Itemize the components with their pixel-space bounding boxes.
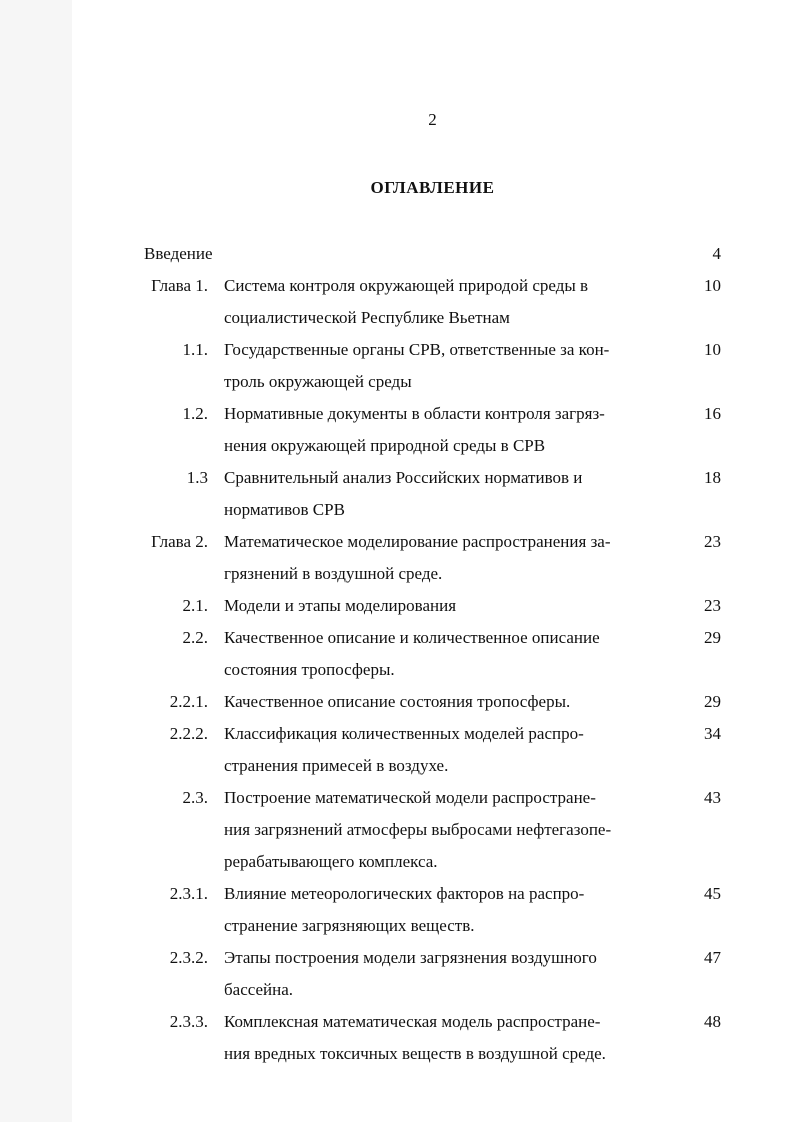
toc-entry-title-line: Нормативные документы в области контроля загряз-	[224, 404, 605, 423]
toc-entry-title	[224, 1006, 644, 1070]
toc-entry-number: 1.2.	[182, 404, 208, 423]
toc-entry-title	[224, 270, 644, 334]
toc-entry-title-line: нормативов СРВ	[224, 500, 345, 519]
toc-entry-number: 2.3.3.	[169, 1012, 208, 1031]
toc-entry-title-line: состояния тропосферы.	[224, 660, 395, 679]
toc-entry-page: 23	[704, 596, 721, 615]
toc-entry-title	[224, 718, 644, 782]
toc-entry-number: 2.2.2.	[169, 724, 208, 743]
toc-entry	[72, 782, 793, 878]
toc-entry-title-line: нения окружающей природной среды в СРВ	[224, 436, 546, 455]
toc-entry-title-line: Система контроля окружающей природой среды в	[224, 276, 589, 295]
toc-entry-title-line: рерабатывающего комплекса.	[224, 852, 438, 871]
toc-entry-title-line: странение загрязняющих веществ.	[224, 916, 475, 935]
toc-entries	[72, 270, 793, 1070]
toc-entry	[72, 686, 793, 718]
toc-entry-title	[224, 622, 644, 686]
page-number: 2	[428, 110, 437, 129]
toc-entry	[72, 878, 793, 942]
toc-entry-number: Глава 1.	[151, 276, 208, 295]
toc-entry-title	[224, 334, 644, 398]
toc-entry-title	[224, 590, 644, 622]
toc-entry	[72, 334, 793, 398]
toc-entry-title-line: Модели и этапы моделирования	[224, 596, 457, 615]
toc-entry-title	[224, 942, 644, 1006]
toc-entry-number: 1.3	[186, 468, 208, 487]
toc-entry-page: 18	[704, 468, 721, 487]
toc-entry-page: 16	[704, 404, 721, 423]
toc-entry-number: 2.2.	[182, 628, 208, 647]
toc-entry	[72, 398, 793, 462]
document-page	[72, 0, 793, 1122]
toc-entry-number: 2.3.2.	[169, 948, 208, 967]
toc-entry	[72, 270, 793, 334]
toc-entry-number: 2.3.	[182, 788, 208, 807]
toc-entry-title-line: Классификация количественных моделей распро-	[224, 724, 584, 743]
toc-entry	[72, 590, 793, 622]
toc-entry-page: 29	[704, 628, 721, 647]
toc-entry	[72, 462, 793, 526]
toc-entry-title	[224, 398, 644, 462]
toc-entry-title-line: ния вредных токсичных веществ в воздушной среде.	[224, 1044, 606, 1063]
toc-entry-title-line: Качественное описание и количественное описание	[224, 628, 600, 647]
toc-entry-title-line: социалистической Республике Вьетнам	[224, 308, 510, 327]
toc-entry	[72, 942, 793, 1006]
toc-entry-title-line: бассейна.	[224, 980, 294, 999]
toc-entry-page: 34	[704, 724, 721, 743]
toc-entry-page: 10	[704, 276, 721, 295]
toc-entry	[72, 1006, 793, 1070]
toc-entry-page: 10	[704, 340, 721, 359]
scan-margin	[0, 0, 72, 1122]
toc-entry-number: 1.1.	[182, 340, 208, 359]
toc-entry-title-line: Этапы построения модели загрязнения воздушного	[224, 948, 597, 967]
toc-entry-page: 47	[704, 948, 721, 967]
toc-entry-page: 29	[704, 692, 721, 711]
toc-entry-title-line: Математическое моделирование распространения за-	[224, 532, 611, 551]
toc-entry-title-line: странения примесей в воздухе.	[224, 756, 449, 775]
toc-entry-title-line: ния загрязнений атмосферы выбросами нефтегазопе-	[224, 820, 612, 839]
toc-entry-title-line: Сравнительный анализ Российских нормативов и	[224, 468, 583, 487]
toc-entry-page: 45	[704, 884, 721, 903]
toc-entry	[72, 718, 793, 782]
toc-heading: ОГЛАВЛЕНИЕ	[370, 178, 495, 197]
toc-entry-title-line: троль окружающей среды	[224, 372, 412, 391]
toc-entry-title: Введение	[144, 244, 213, 263]
toc-entry-title-line: грязнений в воздушной среде.	[224, 564, 443, 583]
toc-entry-page: 4	[712, 244, 721, 263]
toc-entry-title	[224, 526, 644, 590]
toc-entry-title-line: Качественное описание состояния тропосферы.	[224, 692, 571, 711]
toc-entry-page: 48	[704, 1012, 721, 1031]
table-of-contents	[72, 238, 793, 1070]
toc-entry	[72, 526, 793, 590]
toc-entry-title-line: Государственные органы СРВ, ответственные за кон-	[224, 340, 610, 359]
toc-entry-title-line: Влияние метеорологических факторов на распро-	[224, 884, 585, 903]
toc-entry-page: 23	[704, 532, 721, 551]
toc-entry-title	[224, 782, 644, 878]
toc-entry-title	[224, 462, 644, 526]
toc-entry	[72, 622, 793, 686]
toc-entry-title-line: Построение математической модели распростране-	[224, 788, 596, 807]
toc-entry-title	[224, 878, 644, 942]
toc-entry-intro	[72, 238, 793, 270]
toc-entry-page: 43	[704, 788, 721, 807]
toc-entry-number: 2.2.1.	[169, 692, 208, 711]
toc-entry-number: 2.1.	[182, 596, 208, 615]
toc-entry-title-line: Комплексная математическая модель распростране-	[224, 1012, 601, 1031]
toc-entry-title	[224, 686, 644, 718]
toc-entry-number: Глава 2.	[151, 532, 208, 551]
toc-entry-number: 2.3.1.	[169, 884, 208, 903]
